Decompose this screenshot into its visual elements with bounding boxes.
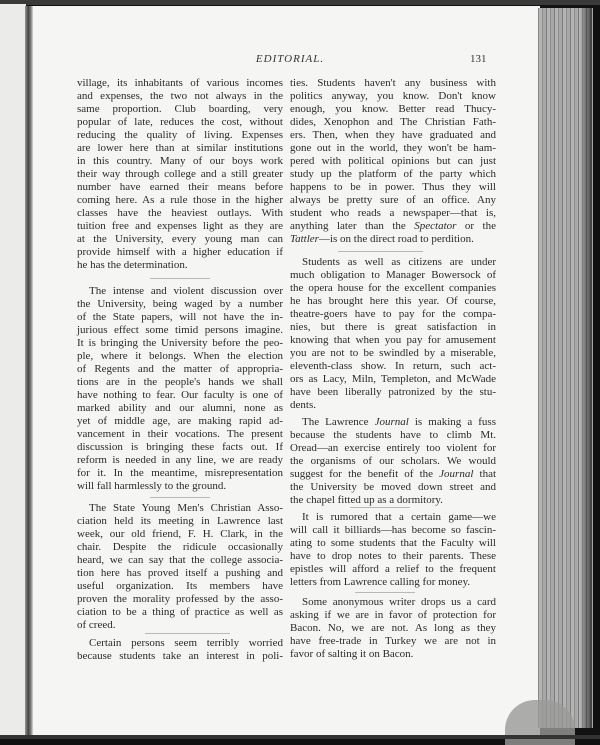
text-run: anything later than the bbox=[290, 220, 415, 232]
text-line bbox=[290, 468, 496, 481]
italic-title: Tattler bbox=[290, 233, 319, 245]
text-line: tuition free and expenses light as they are bbox=[77, 220, 283, 232]
text-line: eleventh-class show. In return, such act- bbox=[290, 360, 496, 372]
italic-title: Spectator bbox=[414, 220, 457, 232]
text-line: student who reads a newspaper—that is, bbox=[290, 207, 496, 219]
text-line: proven the morality professed by the asso- bbox=[77, 593, 283, 605]
text-run: suggest for the benefit of the bbox=[290, 468, 440, 480]
paragraph-politics-continued bbox=[290, 77, 496, 246]
text-line: pered with political opinions but can just bbox=[290, 155, 496, 167]
text-line: marked ability and our alumni, none as bbox=[77, 402, 283, 414]
text-line: always be pretty sure of an office. Any bbox=[290, 194, 496, 206]
text-line: dides, Xenophon and The Christian Fath- bbox=[290, 116, 496, 128]
section-divider bbox=[355, 592, 415, 593]
text-line: reducing the quality of living. Expenses bbox=[77, 129, 283, 141]
text-line: he has the determination. bbox=[77, 259, 188, 271]
text-line: Oread—an exercise entirely too violent for bbox=[290, 442, 496, 454]
text-line: are lower here than at similar institutions bbox=[77, 142, 283, 154]
text-line: have free-trade in Turkey we are not in bbox=[290, 635, 496, 647]
text-line: nies, but there is great satisfaction in bbox=[290, 321, 496, 333]
text-line: heard, we can say that the college associa- bbox=[77, 554, 283, 566]
text-line: provide himself with a higher education if bbox=[77, 246, 283, 258]
running-head: EDITORIAL. bbox=[255, 53, 325, 65]
text-line: village, its inhabitants of various incomes bbox=[77, 77, 283, 89]
text-line bbox=[290, 220, 496, 233]
text-line: chair. Despite the ridicule occasionally bbox=[77, 541, 283, 553]
paragraph-lawrence-journal bbox=[290, 416, 496, 507]
text-line: the opera house for the excellent companies bbox=[290, 282, 496, 294]
text-line: and expenses, the two not always in the bbox=[77, 90, 283, 102]
italic-title: Journal bbox=[374, 416, 409, 428]
paragraph-university-discussion bbox=[77, 285, 283, 493]
text-line: of the State papers, will not have the in- bbox=[77, 311, 283, 323]
text-line: reform is needed in any line, we are ready bbox=[77, 454, 283, 466]
text-line: ties. Students haven't any business with bbox=[290, 77, 496, 89]
text-line: because the students have to climb Mt. bbox=[290, 429, 496, 441]
page-stack-shadow bbox=[580, 8, 592, 728]
text-line: It is bringing the University before the peo- bbox=[77, 337, 283, 349]
section-divider bbox=[150, 497, 210, 498]
section-divider bbox=[150, 278, 210, 279]
text-line: at the University, every young man can bbox=[77, 233, 283, 245]
text-line: much obligation to Manager Bowersock of bbox=[290, 269, 496, 281]
facing-page-edge bbox=[0, 4, 26, 736]
text-line: because students take an interest in poli- bbox=[77, 650, 283, 662]
scan-bottom-edge bbox=[0, 735, 600, 739]
text-line: ciation to be a thing of practice as well as bbox=[77, 606, 283, 618]
text-line: have to drop notes to their parents. These bbox=[290, 550, 496, 562]
text-line: classes have the heaviest outlays. With bbox=[77, 207, 283, 219]
text-line: yet of middle age, are making rapid ad- bbox=[77, 415, 283, 427]
text-line: ciation held its meeting in Lawrence last bbox=[77, 515, 283, 527]
text-line: in this country. Many of our boys work bbox=[77, 155, 283, 167]
text-line: Students as well as citizens are under bbox=[302, 256, 496, 268]
text-line: he has brought here this year. Of course, bbox=[290, 295, 496, 307]
text-line: happens to be in power. Thus they will bbox=[290, 181, 496, 193]
text-line: same proportion. Club boarding, very bbox=[77, 103, 283, 115]
text-line: epistles will afford a relief to the frequent bbox=[290, 563, 496, 575]
text-line: Bacon. No, we are not. As long as they bbox=[290, 622, 496, 634]
paragraph-ymca bbox=[77, 502, 283, 632]
text-line: The State Young Men's Christian Asso- bbox=[89, 502, 283, 514]
text-line: the organisms of our scholars. We would bbox=[290, 455, 496, 467]
text-line: ple, where it belongs. When the election bbox=[77, 350, 283, 362]
text-line: you are not to be swindled by a miserable, bbox=[290, 347, 496, 359]
section-divider bbox=[145, 633, 230, 634]
text-line: knowing that when you pay for amusement bbox=[290, 334, 496, 346]
text-line: Certain persons seem terribly worried bbox=[89, 637, 283, 649]
text-line: the University be moved down street and bbox=[290, 481, 496, 493]
text-line: the chapel fitted up as a dormitory. bbox=[290, 494, 443, 506]
text-line: asking if we are in favor of protection for bbox=[290, 609, 496, 621]
text-line: have nothing to fear. Our faculty is one of bbox=[77, 389, 283, 401]
text-line: study up the platform of the party which bbox=[290, 168, 496, 180]
text-line: theatre-goers have to pay for the compa- bbox=[290, 308, 496, 320]
text-line: for it. In the meantime, misrepresentation bbox=[77, 467, 283, 479]
text-run: or the bbox=[456, 220, 496, 232]
paragraph-billiards bbox=[290, 511, 496, 589]
text-line: vancement in their vocations. The present bbox=[77, 428, 283, 440]
text-line: politics anyway, you know. Don't know bbox=[290, 90, 496, 102]
text-line: It is rumored that a certain game—we bbox=[302, 511, 496, 523]
paragraph-bacon bbox=[290, 596, 496, 661]
text-line: tions are in the people's hands we shall bbox=[77, 376, 283, 388]
text-line: letters from Lawrence calling for money. bbox=[290, 576, 471, 588]
text-line: of Regents and the matter of appropria- bbox=[77, 363, 283, 375]
text-line: popular of late, reduces the cost, without bbox=[77, 116, 283, 128]
text-line: of creed. bbox=[77, 619, 116, 631]
text-line: enough, you know. Better read Thucy- bbox=[290, 103, 496, 115]
text-line: coming here. As a rule those in the higher bbox=[77, 194, 283, 206]
paragraph-village bbox=[77, 77, 283, 272]
book-gutter bbox=[25, 6, 33, 736]
text-line bbox=[290, 233, 496, 246]
text-line: jurious effect some timid persons imagine. bbox=[77, 324, 283, 336]
text-line: gone out in the world, they won't be ham- bbox=[290, 142, 496, 154]
text-line: have been liberally patronized by the stu- bbox=[290, 386, 496, 398]
text-line: discussion is bringing these facts out. If bbox=[77, 441, 283, 453]
scan-top-edge bbox=[0, 0, 600, 5]
section-divider bbox=[338, 251, 423, 252]
text-line bbox=[290, 416, 496, 429]
text-run: —is on the direct road to perdition. bbox=[318, 233, 474, 245]
text-line: tion here has proved itself a pushing and bbox=[77, 567, 283, 579]
text-run: The Lawrence bbox=[302, 416, 375, 428]
text-line: useful organization. Its members have bbox=[77, 580, 283, 592]
section-divider bbox=[350, 507, 410, 508]
text-line: number have earned their means before bbox=[77, 181, 283, 193]
text-line: week, our old friend, F. H. Clark, in the bbox=[77, 528, 283, 540]
text-line: will call it billiards—has become so fascin- bbox=[290, 524, 496, 536]
text-line: The intense and violent discussion over bbox=[89, 285, 283, 297]
text-run: that bbox=[473, 468, 497, 480]
paragraph-opera-house bbox=[290, 256, 496, 412]
text-line: ors as Lacy, Miln, Templeton, and McWade bbox=[290, 373, 496, 385]
text-line: favor of salting it on Bacon. bbox=[290, 648, 414, 660]
text-line: the University, being waged by a number bbox=[77, 298, 283, 310]
text-line: their way through college and a still greater bbox=[77, 168, 283, 180]
text-run: is making a fuss bbox=[408, 416, 496, 428]
page-number: 131 bbox=[470, 53, 487, 65]
text-line: will fall harmlessly to the ground. bbox=[77, 480, 227, 492]
italic-title: Journal bbox=[439, 468, 474, 480]
text-line: ating to some students that the Faculty will bbox=[290, 537, 496, 549]
text-line: dents. bbox=[290, 399, 316, 411]
text-line: Some anonymous writer drops us a card bbox=[302, 596, 496, 608]
text-line: ers. Then, when they have graduated and bbox=[290, 129, 496, 141]
paragraph-politics bbox=[77, 637, 283, 663]
